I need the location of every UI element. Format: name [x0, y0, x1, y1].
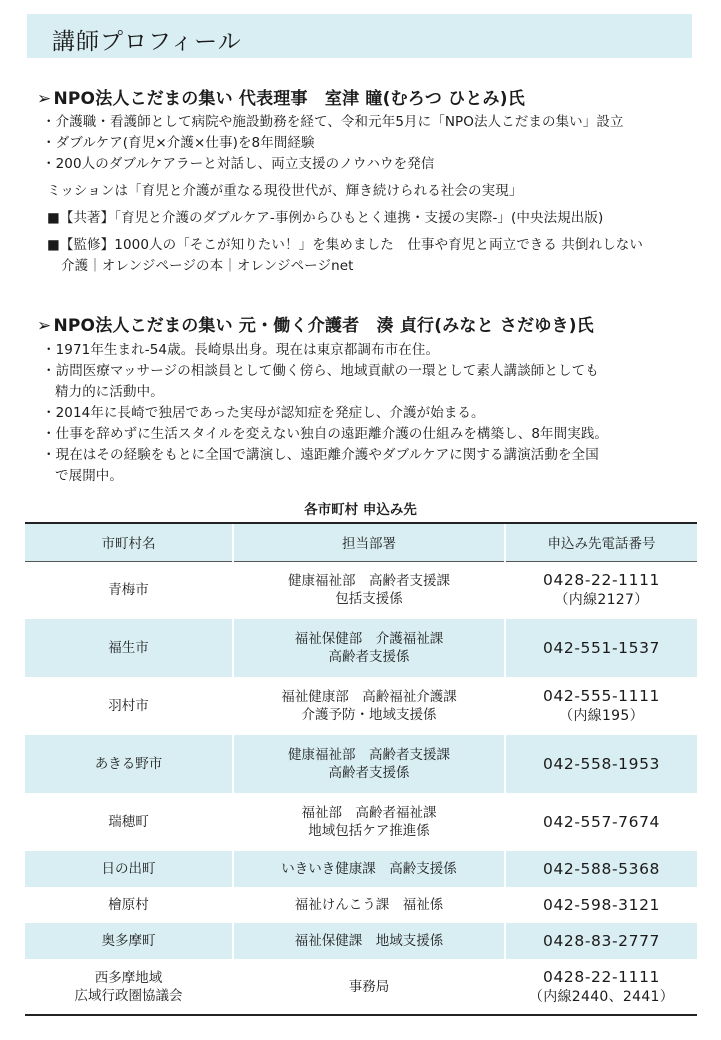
- lecturer1-book1: ■【共著】「育児と介護のダブルケア-事例からひもとく連携・支援の実際-」(中央法規出版): [47, 210, 604, 226]
- city-name: 福生市: [108, 640, 149, 656]
- arrow-bullet-icon: ➢: [37, 316, 52, 336]
- dept-name: 地域包括ケア推進係: [308, 823, 430, 839]
- contact-table: [25, 522, 697, 1016]
- cell-city: [25, 923, 233, 959]
- dept-name: 高齢者支援係: [328, 649, 410, 665]
- cell-dept: [233, 735, 505, 793]
- lecturer2-title: [37, 311, 707, 336]
- city-name: 西多摩地域: [94, 969, 163, 986]
- phone-number: 042-551-1537: [542, 639, 660, 657]
- phone-number: 042-558-1953: [542, 755, 660, 773]
- lecturer1-line: ・介護職・看護師として病院や施設勤務を経て、令和元年5月に「NPO法人こだまの集い」設立: [42, 114, 624, 130]
- lecturer2-line: ・現在はその経験をもとに全国で講演し、遠距離介護やダブルケアに関する講演活動を全国: [42, 447, 599, 463]
- lecturer2-line: ・仕事を辞めずに生活スタイルを変えない独自の遠距離介護の仕組みを構築し、8年間実践。: [42, 426, 609, 442]
- dept-name: 健康福祉部 高齢者支援課: [288, 573, 450, 590]
- phone-extension: （内線195）: [559, 708, 644, 724]
- lecturer1-mission: ミッションは「育児と介護が重なる現役世代が、輝き続けられる社会の実現」: [47, 183, 523, 199]
- cell-city: [25, 619, 233, 677]
- cell-phone: [505, 735, 697, 793]
- phone-number: 0428-22-1111: [542, 571, 660, 590]
- cell-dept: [233, 561, 505, 619]
- cell-city: [25, 887, 233, 923]
- page-title: 講師プロフィール: [52, 29, 242, 55]
- dept-name: 健康福祉部 高齢者支援課: [288, 747, 450, 763]
- cell-phone: [505, 677, 697, 735]
- cell-city: [25, 561, 233, 619]
- table-row: [25, 793, 697, 851]
- lecturer1-book2: ■【監修】1000人の「そこが知りたい！」を集めました 仕事や育児と両立できる 共倒れしない: [47, 237, 644, 253]
- dept-name: 福祉部 高齢者福祉課: [301, 805, 437, 821]
- city-name: 羽村市: [108, 698, 149, 714]
- dept-name: 福祉健康部 高齢福祉介護課: [281, 689, 457, 705]
- lecturer1-title: [37, 84, 707, 109]
- header-band: [27, 14, 692, 58]
- phone-number: 0428-83-2777: [542, 932, 660, 950]
- lecturer1-line: ・ダブルケア(育児×介護×仕事)を8年間経験: [42, 135, 315, 151]
- dept-name: いきいき健康課 高齢支援係: [281, 861, 457, 877]
- city-name: 青梅市: [108, 582, 149, 599]
- cell-dept: [233, 959, 505, 1015]
- lecturer2-line: ・2014年に長崎で独居であった実母が認知症を発症し、介護が始まる。: [42, 405, 485, 421]
- cell-phone: [505, 793, 697, 851]
- lecturer1-book2-cont: 介護｜オレンジページの本｜オレンジページnet: [61, 258, 354, 274]
- lecturer1-title-text: NPO法人こだまの集い 代表理事 室津 瞳(むろつ ひとみ)氏: [53, 89, 525, 109]
- cell-dept: [233, 793, 505, 851]
- phone-number: 042-555-1111: [542, 687, 660, 705]
- city-name: 瑞穂町: [108, 814, 149, 830]
- cell-phone: [505, 959, 697, 1015]
- phone-extension: （内線2440、2441）: [528, 988, 675, 1005]
- dept-name: 福祉保健部 介護福祉課: [294, 631, 444, 647]
- col-header-phone: 申込み先電話番号: [505, 523, 697, 561]
- table-row: [25, 959, 697, 1015]
- cell-city: [25, 677, 233, 735]
- city-name: あきる野市: [94, 756, 163, 772]
- lecturer2-line: ・1971年生まれ-54歳。長崎県出身。現在は東京都調布市在住。: [42, 342, 440, 358]
- table-caption: 各市町村 申込み先: [304, 502, 417, 518]
- table-header-row: [25, 523, 697, 561]
- cell-phone: [505, 887, 697, 923]
- table-row: [25, 887, 697, 923]
- cell-city: [25, 793, 233, 851]
- table-row: [25, 923, 697, 959]
- lecturer2-line: ・訪問医療マッサージの相談員として働く傍ら、地域貢献の一環として素人講談師としても: [42, 363, 599, 379]
- cell-dept: [233, 619, 505, 677]
- lecturer2-line: 精力的に活動中。: [55, 384, 164, 400]
- table-row: [25, 677, 697, 735]
- dept-name: 包括支援係: [335, 591, 403, 608]
- phone-number: 042-598-3121: [542, 896, 660, 914]
- city-name: 奥多摩町: [101, 933, 156, 949]
- phone-number: 042-588-5368: [542, 860, 660, 878]
- table-row: [25, 735, 697, 793]
- lecturer1-section: [37, 84, 707, 277]
- city-name: 日の出町: [101, 861, 156, 877]
- cell-phone: [505, 619, 697, 677]
- city-name: 広域行政圏協議会: [74, 987, 183, 1004]
- cell-phone: [505, 561, 697, 619]
- table-row: [25, 619, 697, 677]
- lecturer2-section: [37, 311, 707, 487]
- cell-city: [25, 735, 233, 793]
- phone-number: 042-557-7674: [542, 813, 660, 831]
- dept-name: 高齢者支援係: [328, 765, 410, 781]
- dept-name: 福祉保健課 地域支援係: [294, 933, 444, 949]
- dept-name: 事務局: [348, 978, 390, 995]
- phone-extension: （内線2127）: [554, 592, 649, 609]
- table-row: [25, 851, 697, 887]
- dept-name: 福祉けんこう課 福祉係: [294, 897, 444, 913]
- cell-dept: [233, 677, 505, 735]
- col-header-dept: 担当部署: [233, 523, 505, 561]
- lecturer2-line: で展開中。: [55, 468, 123, 484]
- table-row: [25, 561, 697, 619]
- phone-number: 0428-22-1111: [542, 967, 660, 986]
- cell-dept: [233, 851, 505, 887]
- lecturer2-title-text: NPO法人こだまの集い 元・働く介護者 湊 貞行(みなと さだゆき)氏: [53, 316, 594, 336]
- cell-dept: [233, 923, 505, 959]
- lecturer1-line: ・200人のダブルケアラーと対話し、両立支援のノウハウを発信: [42, 156, 435, 172]
- cell-city: [25, 959, 233, 1015]
- city-name: 檜原村: [108, 897, 149, 913]
- dept-name: 介護予防・地域支援係: [301, 707, 437, 723]
- col-header-city: 市町村名: [25, 523, 233, 561]
- cell-phone: [505, 923, 697, 959]
- arrow-bullet-icon: ➢: [37, 89, 52, 109]
- cell-phone: [505, 851, 697, 887]
- cell-dept: [233, 887, 505, 923]
- cell-city: [25, 851, 233, 887]
